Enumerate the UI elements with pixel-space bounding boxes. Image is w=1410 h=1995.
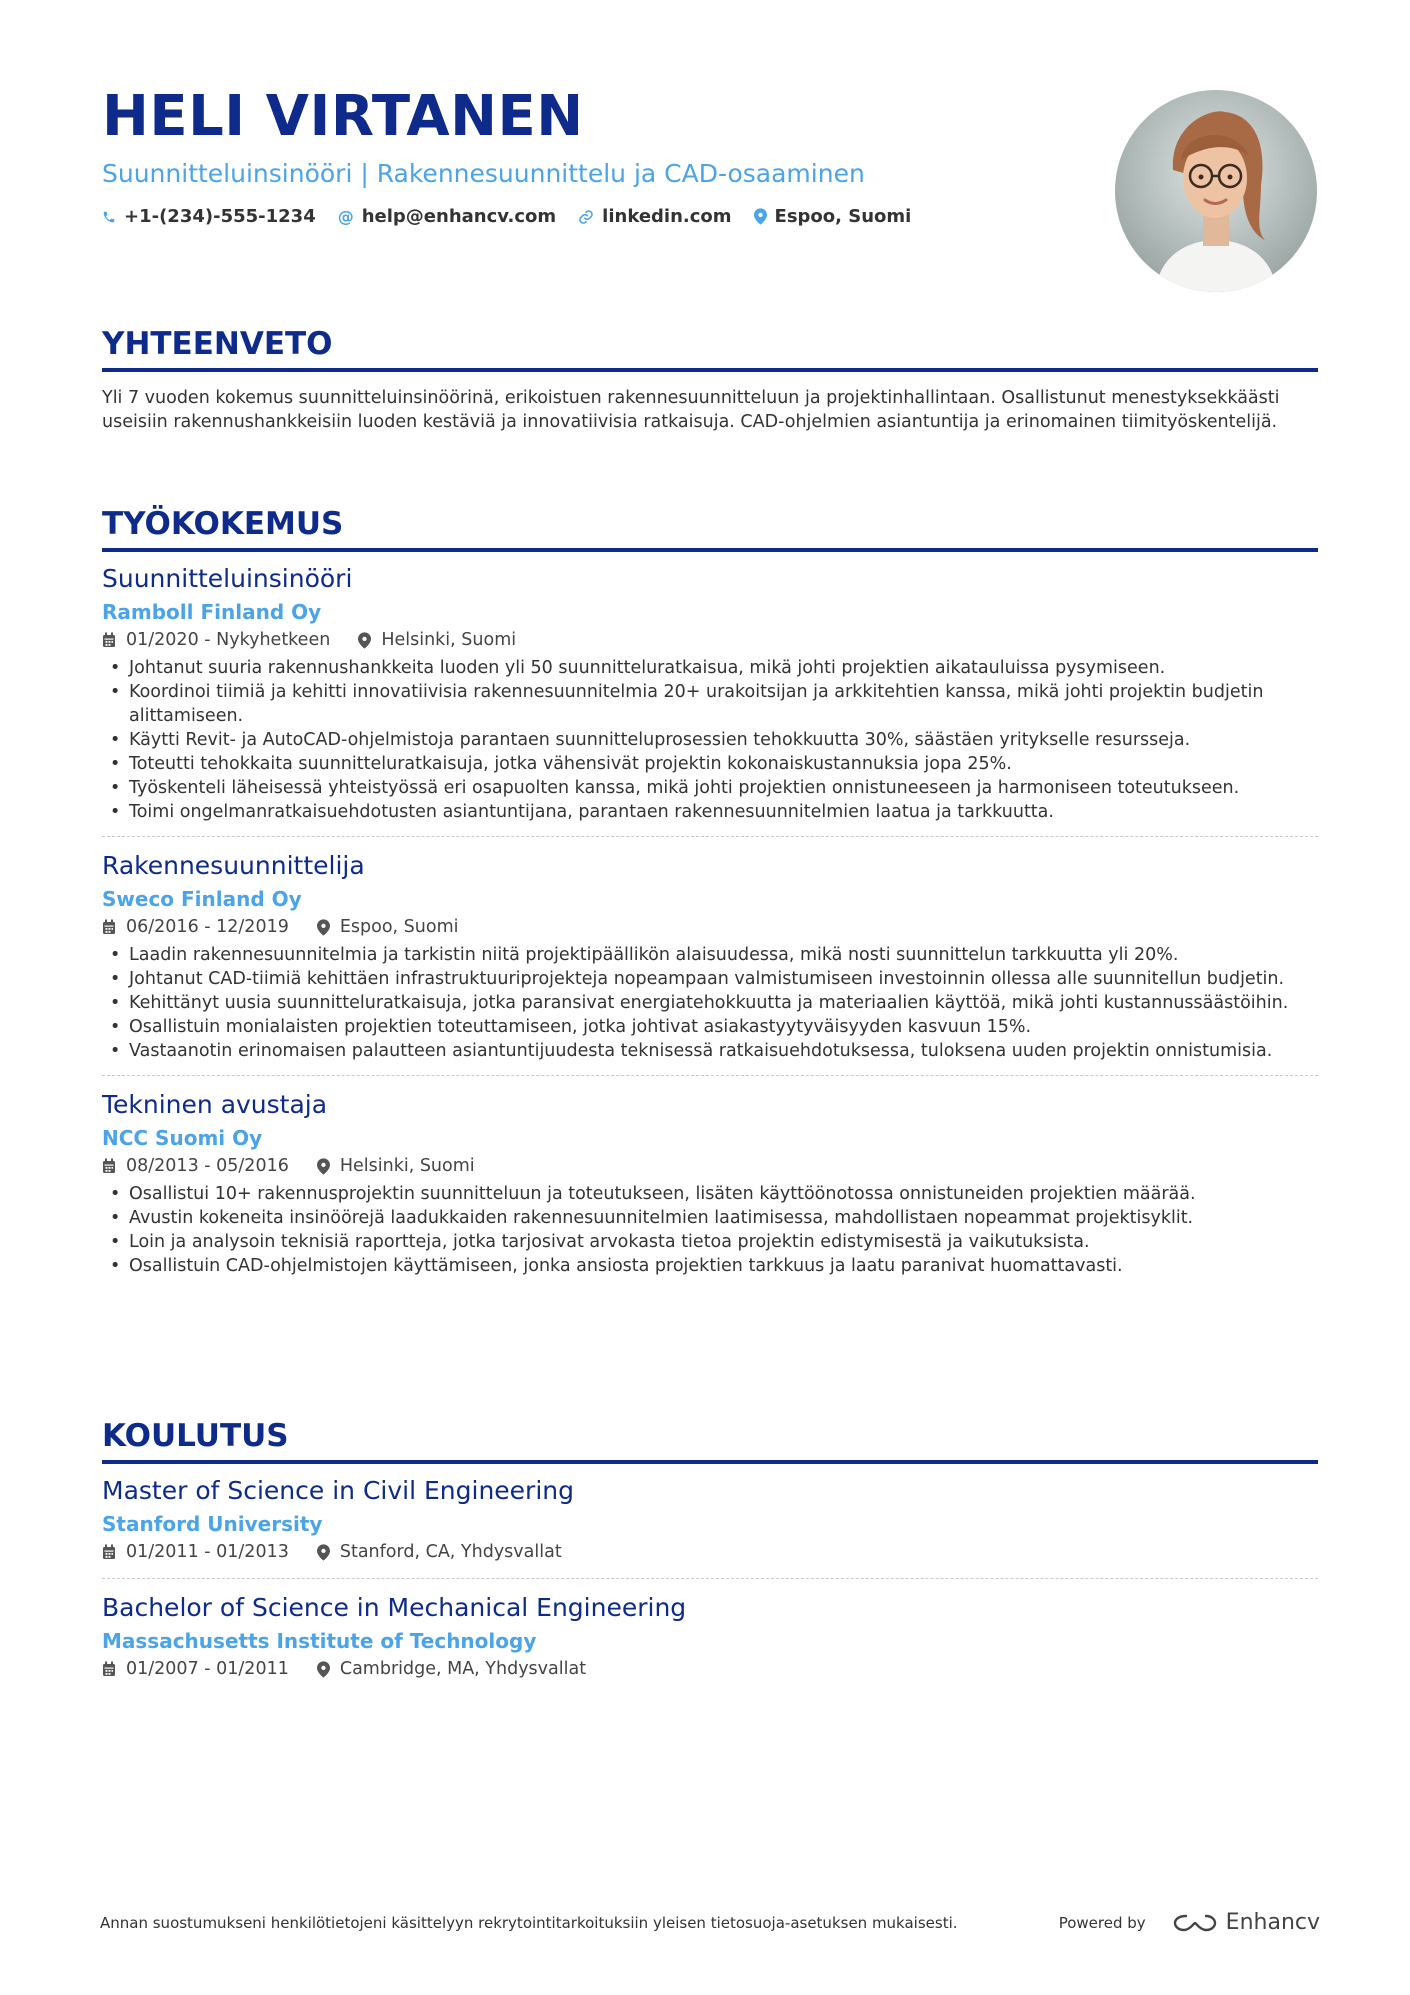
achievement-item: • Käytti Revit- ja AutoCAD-ohjelmistoja parantaen suunnitteluprosessien tehokkuutta 30%, säästäen yritykselle resursseja. bbox=[102, 728, 1318, 752]
section-divider bbox=[102, 1460, 1318, 1464]
education-section bbox=[102, 1416, 1318, 1683]
summary-text: Yli 7 vuoden kokemus suunnitteluinsinöörinä, erikoistuen rakennesuunnitteluun ja projektinhallintaan. Osallistunut menestyksekkäästi useisiin rakennushankkeisiin luoden kestäviä ja innovatiivisia ratkaisuja. CAD-ohjelmien asiantuntija ja erinomainen tiimityöskentelijä. bbox=[102, 388, 1280, 432]
entry-location bbox=[317, 1655, 586, 1683]
achievement-item: • Avustin kokeneita insinöörejä laadukkaiden rakennesuunnitelmien laatimisessa, mahdollistaen nopeammat projektisyklit. bbox=[102, 1206, 1318, 1230]
profile-photo bbox=[1115, 90, 1317, 292]
contact-phone[interactable] bbox=[102, 206, 316, 227]
candidate-title: Suunnitteluinsinööri | Rakennesuunnittelu ja CAD-osaaminen bbox=[102, 159, 865, 188]
entry-divider bbox=[102, 1578, 1318, 1579]
job-entry bbox=[102, 1088, 1318, 1278]
entry-location bbox=[317, 1152, 475, 1180]
entry-dates bbox=[102, 626, 330, 654]
contact-location bbox=[754, 206, 912, 227]
job-entry bbox=[102, 562, 1318, 837]
achievement-item: • Työskenteli läheisessä yhteistyössä eri osapuolten kanssa, mikä johti projektien onnistuneeseen ja harmoniseen toteutukseen. bbox=[102, 776, 1318, 800]
achievement-item: • Kehittänyt uusia suunnitteluratkaisuja, jotka paransivat energiatehokkuutta ja materiaalien käyttöä, mikä johti kustannussäästöihin. bbox=[102, 991, 1318, 1015]
linkedin-text: linkedin.com bbox=[602, 206, 732, 227]
achievement-list bbox=[102, 1182, 1318, 1278]
location-text: Espoo, Suomi bbox=[339, 917, 459, 937]
entry-location bbox=[358, 626, 516, 654]
achievement-item: • Osallistuin CAD-ohjelmistojen käyttämiseen, jonka ansiosta projektien tarkkuus ja laatu paranivat huomattavasti. bbox=[102, 1254, 1318, 1278]
map-pin-icon bbox=[317, 1544, 330, 1561]
school-name: Stanford University bbox=[102, 1512, 323, 1536]
job-title: Suunnitteluinsinööri bbox=[102, 564, 353, 593]
location-text: Helsinki, Suomi bbox=[381, 630, 517, 650]
section-divider bbox=[102, 548, 1318, 552]
calendar-icon bbox=[102, 1158, 116, 1174]
entry-location bbox=[317, 1538, 562, 1566]
entry-dates bbox=[102, 913, 289, 941]
education-entry bbox=[102, 1591, 1318, 1683]
entry-location bbox=[317, 913, 459, 941]
job-title: Rakennesuunnittelija bbox=[102, 851, 365, 880]
achievement-item: • Johtanut CAD-tiimiä kehittäen infrastruktuuriprojekteja nopeampaan valmistumiseen investoinnin ollessa alle suunnitellun budjetin. bbox=[102, 967, 1318, 991]
achievement-item: • Johtanut suuria rakennushankkeita luoden yli 50 suunnitteluratkaisua, mikä johti projektien aikatauluissa pysymiseen. bbox=[102, 656, 1318, 680]
entry-dates bbox=[102, 1655, 289, 1683]
achievement-item: • Osallistuin monialaisten projektien toteuttamiseen, jotka johtivat asiakastyytyväisyyden kasvuun 15%. bbox=[102, 1015, 1318, 1039]
school-name: Massachusetts Institute of Technology bbox=[102, 1629, 537, 1653]
resume-header bbox=[102, 84, 1082, 227]
powered-by bbox=[1059, 1910, 1320, 1935]
map-pin-icon bbox=[317, 1661, 330, 1678]
education-entry bbox=[102, 1474, 1318, 1579]
entry-dates bbox=[102, 1152, 289, 1180]
location-text: Espoo, Suomi bbox=[774, 206, 912, 227]
company-name: Ramboll Finland Oy bbox=[102, 600, 322, 624]
map-pin-icon bbox=[358, 632, 371, 649]
enhancv-logo-icon bbox=[1172, 1912, 1218, 1934]
company-name: NCC Suomi Oy bbox=[102, 1126, 263, 1150]
achievement-item: • Toteutti tehokkaita suunnitteluratkaisuja, jotka vähensivät projektin kokonaiskustannuksia jopa 25%. bbox=[102, 752, 1318, 776]
map-pin-icon bbox=[317, 919, 330, 936]
entry-dates bbox=[102, 1538, 289, 1566]
dates-text: 01/2020 - Nykyhetkeen bbox=[126, 630, 331, 650]
entry-meta bbox=[102, 626, 1318, 654]
contact-row bbox=[102, 206, 1082, 227]
company-name: Sweco Finland Oy bbox=[102, 887, 302, 911]
job-list bbox=[102, 562, 1318, 1278]
location-text: Cambridge, MA, Yhdysvallat bbox=[339, 1659, 587, 1679]
section-divider bbox=[102, 368, 1318, 372]
achievement-item: • Koordinoi tiimiä ja kehitti innovatiivisia rakennesuunnitelmia 20+ urakoitsijan ja arkkitehtien kanssa, mikä johti projektin budjetin alittamiseen. bbox=[102, 680, 1318, 728]
map-pin-icon bbox=[317, 1158, 330, 1175]
link-icon bbox=[578, 209, 594, 225]
summary-section bbox=[102, 324, 1318, 434]
degree-title: Master of Science in Civil Engineering bbox=[102, 1476, 574, 1505]
experience-section bbox=[102, 504, 1318, 1278]
experience-heading: TYÖKOKEMUS bbox=[102, 506, 344, 542]
phone-icon bbox=[102, 210, 116, 224]
entry-meta bbox=[102, 1655, 1318, 1683]
location-text: Stanford, CA, Yhdysvallat bbox=[339, 1542, 562, 1562]
contact-linkedin[interactable] bbox=[578, 206, 731, 227]
brand-logo[interactable] bbox=[1172, 1910, 1320, 1935]
entry-meta bbox=[102, 913, 1318, 941]
achievement-list bbox=[102, 943, 1318, 1063]
dates-text: 01/2007 - 01/2011 bbox=[126, 1659, 289, 1679]
education-list bbox=[102, 1474, 1318, 1683]
achievement-item: • Toimi ongelmanratkaisuehdotusten asiantuntijana, parantaen rakennesuunnitelmien laatua ja tarkkuutta. bbox=[102, 800, 1318, 824]
calendar-icon bbox=[102, 1661, 116, 1677]
location-text: Helsinki, Suomi bbox=[339, 1156, 475, 1176]
achievement-item: • Loin ja analysoin teknisiä raportteja, jotka tarjosivat arvokasta tietoa projektin edistymisestä ja vaikutuksista. bbox=[102, 1230, 1318, 1254]
entry-divider bbox=[102, 836, 1318, 837]
entry-meta bbox=[102, 1538, 1318, 1566]
entry-divider bbox=[102, 1075, 1318, 1076]
dates-text: 06/2016 - 12/2019 bbox=[126, 917, 289, 937]
calendar-icon bbox=[102, 919, 116, 935]
achievement-item: • Osallistui 10+ rakennusprojektin suunnitteluun ja toteutukseen, lisäten käyttöönotossa onnistuneiden projektien määrää. bbox=[102, 1182, 1318, 1206]
calendar-icon bbox=[102, 632, 116, 648]
job-entry bbox=[102, 849, 1318, 1076]
job-title: Tekninen avustaja bbox=[102, 1090, 328, 1119]
contact-email[interactable] bbox=[338, 206, 556, 227]
dates-text: 08/2013 - 05/2016 bbox=[126, 1156, 289, 1176]
education-heading: KOULUTUS bbox=[102, 1418, 289, 1454]
achievement-list bbox=[102, 656, 1318, 824]
brand-name: Enhancv bbox=[1225, 1910, 1320, 1935]
candidate-name: HELI VIRTANEN bbox=[102, 84, 584, 149]
email-text: help@enhancv.com bbox=[361, 206, 557, 227]
phone-text: +1-(234)-555-1234 bbox=[124, 206, 316, 227]
consent-text: Annan suostumukseni henkilötietojeni käsittelyyn rekrytointitarkoituksiin yleisen tietosuoja-asetuksen mukaisesti. bbox=[100, 1913, 958, 1932]
dates-text: 01/2011 - 01/2013 bbox=[126, 1542, 289, 1562]
achievement-item: • Vastaanotin erinomaisen palautteen asiantuntijuudesta teknisessä ratkaisuehdotuksessa, tuloksena uuden projektin onnistumisia. bbox=[102, 1039, 1318, 1063]
summary-heading: YHTEENVETO bbox=[102, 326, 333, 362]
achievement-item: • Laadin rakennesuunnitelmia ja tarkistin niitä projektipäällikön alaisuudessa, mikä nosti suunnittelun tarkkuutta yli 20%. bbox=[102, 943, 1318, 967]
calendar-icon bbox=[102, 1544, 116, 1560]
map-pin-icon bbox=[754, 208, 767, 225]
at-icon: @ bbox=[337, 207, 354, 226]
entry-meta bbox=[102, 1152, 1318, 1180]
page-footer bbox=[100, 1910, 1320, 1935]
degree-title: Bachelor of Science in Mechanical Engineering bbox=[102, 1593, 687, 1622]
powered-by-label: Powered by bbox=[1058, 1913, 1146, 1932]
